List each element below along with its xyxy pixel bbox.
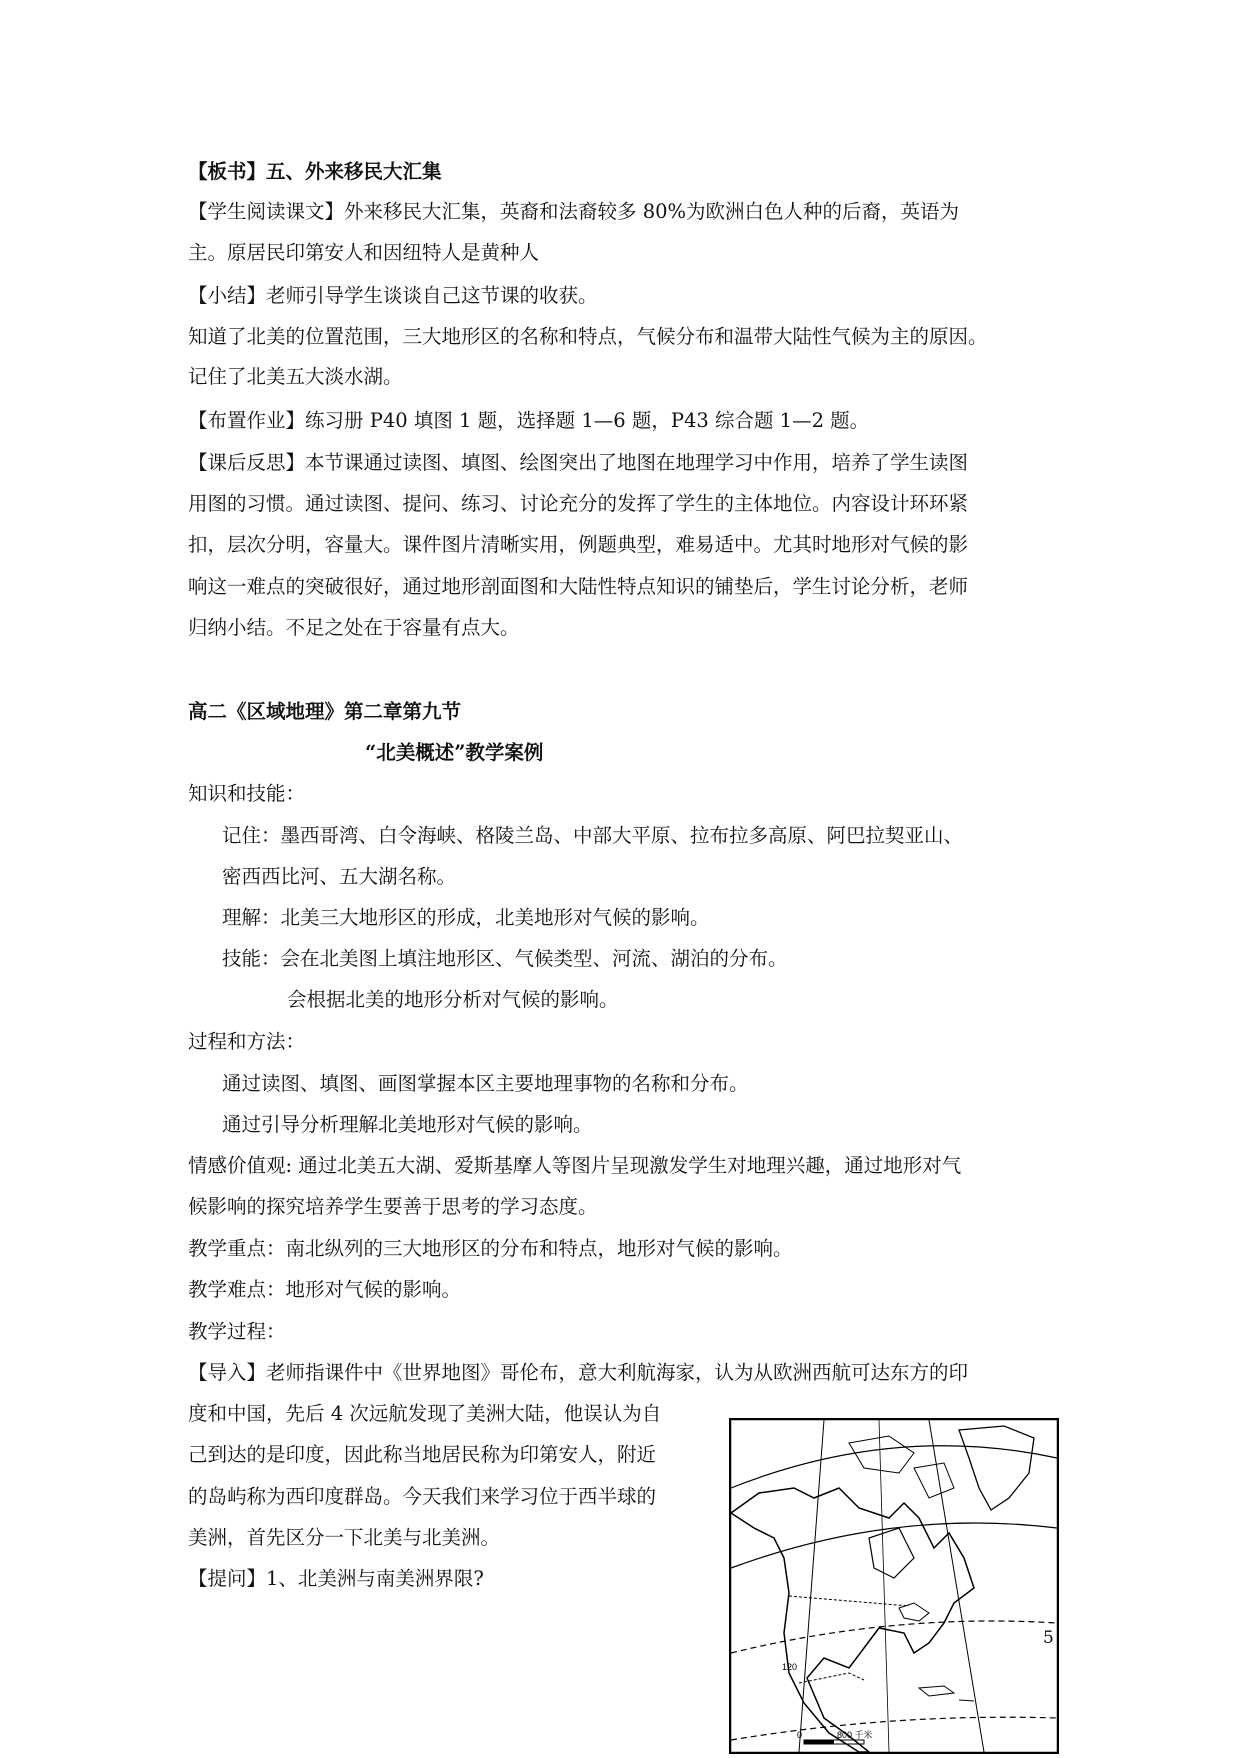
text-line: 扣，层次分明，容量大。课件图片清晰实用，例题典型，难易适中。尤其时地形对气候的影 xyxy=(188,533,969,556)
case-title: “北美概述”教学案例 xyxy=(365,741,544,764)
text-line: 知道了北美的位置范围，三大地形区的名称和特点，气候分布和温带大陆性气候为主的原因。 xyxy=(188,325,988,348)
scale-zero: 0 xyxy=(797,1730,803,1740)
board-heading: 【板书】五、外来移民大汇集 xyxy=(188,160,442,183)
text-line: 【学生阅读课文】外来移民大汇集，英裔和法裔较多 80%为欧洲白色人种的后裔，英语为 xyxy=(188,200,960,223)
text-line: 密西西比河、五大湖名称。 xyxy=(222,865,457,888)
text-line: 教学重点：南北纵列的三大地形区的分布和特点，地形对气候的影响。 xyxy=(188,1237,793,1260)
question-line: 【提问】1、北美洲与南美洲界限? xyxy=(188,1567,484,1590)
text-line: 理解：北美三大地形区的形成，北美地形对气候的影响。 xyxy=(222,906,710,929)
text-line: 教学难点：地形对气候的影响。 xyxy=(188,1278,462,1301)
subheading-knowledge: 知识和技能： xyxy=(188,782,306,805)
text-line: 用图的习惯。通过读图、提问、练习、讨论充分的发挥了学生的主体地位。内容设计环环紧 xyxy=(188,492,969,515)
subheading-process: 过程和方法： xyxy=(188,1030,306,1053)
section-heading: 高二《区域地理》第二章第九节 xyxy=(188,700,462,723)
text-line: 通过引导分析理解北美地形对气候的影响。 xyxy=(222,1113,593,1136)
reflection-line: 【课后反思】本节课通过读图、填图、绘图突出了地图在地理学习中作用，培养了学生读图 xyxy=(188,451,969,474)
text-line: 响这一难点的突破很好，通过地形剖面图和大陆性特点知识的铺垫后，学生讨论分析，老师 xyxy=(188,575,969,598)
text-line: 度和中国，先后 4 次远航发现了美洲大陆，他误认为自 xyxy=(188,1402,662,1425)
intro-line: 【导入】老师指课件中《世界地图》哥伦布，意大利航海家，认为从欧洲西航可达东方的印 xyxy=(188,1361,969,1384)
text-line: 会根据北美的地形分析对气候的影响。 xyxy=(287,988,619,1011)
map-frame xyxy=(730,1419,1058,1753)
text-line: 己到达的是印度，因此称当地居民称为印第安人，附近 xyxy=(188,1443,657,1466)
text-line: 通过读图、填图、画图掌握本区主要地理事物的名称和分布。 xyxy=(222,1072,749,1095)
map-drawing xyxy=(729,1418,1059,1754)
text-line: 记住了北美五大淡水湖。 xyxy=(188,365,403,388)
text-line: 情感价值观: 通过北美五大湖、爱斯基摩人等图片呈现激发学生对地理兴趣，通过地形对气 xyxy=(188,1154,962,1177)
text-line: 记住：墨西哥湾、白令海峡、格陵兰岛、中部大平原、拉布拉多高原、阿巴拉契亚山、 xyxy=(222,824,964,847)
north-america-map xyxy=(729,1418,1059,1754)
text-line: 技能：会在北美图上填注地形区、气候类型、河流、湖泊的分布。 xyxy=(222,947,788,970)
label-120: 120 xyxy=(782,1662,798,1672)
scale-label: 800 千米 xyxy=(837,1730,873,1740)
page-number: 5 xyxy=(1043,1628,1054,1648)
text-line: 的岛屿称为西印度群岛。今天我们来学习位于西半球的 xyxy=(188,1485,657,1508)
summary-line: 【小结】老师引导学生谈谈自己这节课的收获。 xyxy=(188,284,598,307)
text-line: 主。原居民印第安人和因纽特人是黄种人 xyxy=(188,241,540,264)
text-line: 归纳小结。不足之处在于容量有点大。 xyxy=(188,616,520,639)
subheading-teaching-process: 教学过程： xyxy=(188,1320,286,1343)
text-line: 候影响的探究培养学生要善于思考的学习态度。 xyxy=(188,1195,598,1218)
text-line: 美洲，首先区分一下北美与北美洲。 xyxy=(188,1526,501,1549)
homework-line: 【布置作业】练习册 P40 填图 1 题，选择题 1—6 题，P43 综合题 1—2 题。 xyxy=(188,409,870,432)
scale-bar-fill xyxy=(804,1740,834,1744)
